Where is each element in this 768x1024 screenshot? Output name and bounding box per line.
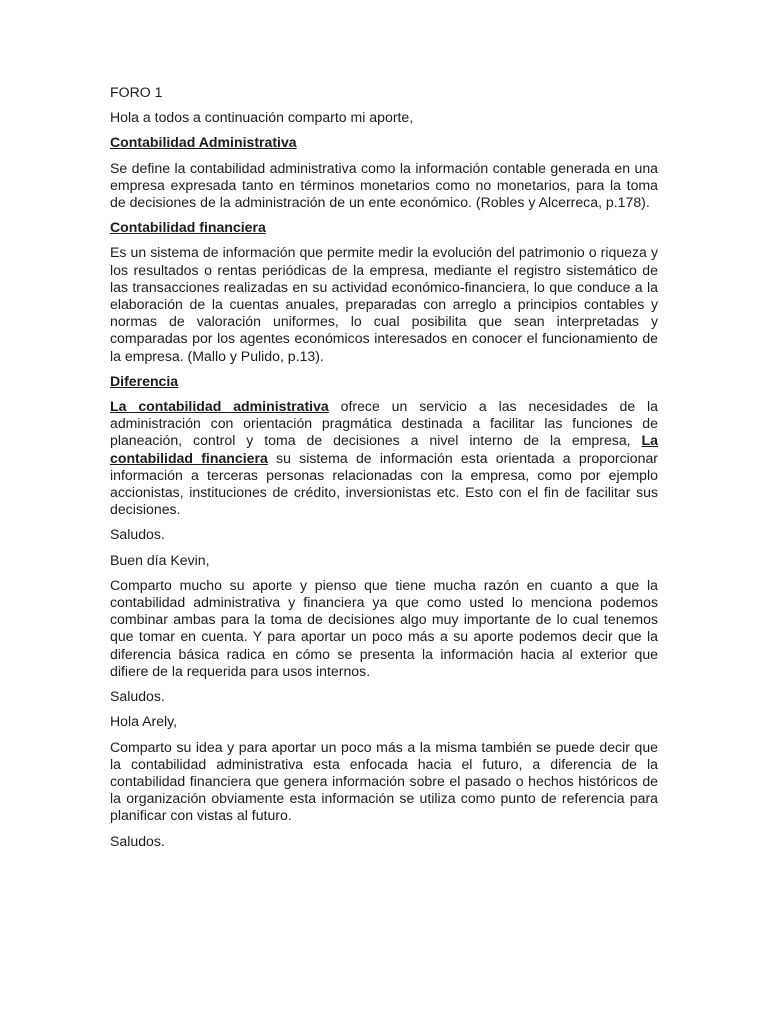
section-body-diferencia bbox=[110, 398, 658, 518]
section-heading-administrativa: Contabilidad Administrativa bbox=[110, 134, 297, 151]
section-body-administrativa: Se define la contabilidad administrativa como la información contable generada en una empresa expresada tanto en términos monetarios como no monetarios, para la toma de decisiones de la administración de un ente económico. (Robles y Alcerreca, p.178). bbox=[110, 159, 658, 211]
intro-text: Hola a todos a continuación comparto mi aporte, bbox=[110, 109, 414, 126]
reply-greeting-kevin: Buen día Kevin, bbox=[110, 551, 210, 568]
term-administrativa: La contabilidad administrativa bbox=[110, 398, 329, 415]
diferencia-text-2: su sistema de información esta orientada a proporcionar información a terceras personas relacionadas con la empresa, como por ejemplo accionistas, instituciones de crédito, inversionistas etc. Esto con el fin de facilitar sus decisiones. bbox=[110, 449, 658, 518]
section-body-financiera: Es un sistema de información que permite medir la evolución del patrimonio o riqueza y los resultados o rentas periódicas de la empresa, mediante el registro sistemático de las transacciones realizadas en su actividad económico-financiera, lo que conduce a la elaboración de la cuentas anuales, preparadas con arreglo a principios contables y normas de valoración uniformes, lo cual posibilita que sean interpretadas y comparadas por los agentes económicos interesados en conocer el funcionamiento de la empresa. (Mallo y Pulido, p.13). bbox=[110, 244, 658, 364]
section-heading-diferencia: Diferencia bbox=[110, 372, 179, 389]
reply-closing-kevin: Saludos. bbox=[110, 688, 165, 705]
document-page bbox=[110, 84, 658, 858]
reply-body-arely: Comparto su idea y para aportar un poco más a la misma también se puede decir que la contabilidad administrativa esta enfocada hacia el futuro, a diferencia de la contabilidad financiera que genera información sobre el pasado o hechos históricos de la organización obviamente esta información se utiliza como punto de referencia para planificar con vistas al futuro. bbox=[110, 738, 658, 824]
closing-text: Saludos. bbox=[110, 526, 165, 543]
reply-body-kevin: Comparto mucho su aporte y pienso que tiene mucha razón en cuanto a que la contabilidad administrativa y financiera ya que como usted lo menciona podemos combinar ambas para la toma de decisiones algo muy importante de lo cual tenemos que tomar en cuenta. Y para aportar un poco más a su aporte podemos decir que la diferencia básica radica en cómo se presenta la información hacia al exterior que difiere de la requerida para usos internos. bbox=[110, 576, 658, 679]
reply-greeting-arely: Hola Arely, bbox=[110, 713, 178, 730]
forum-title: FORO 1 bbox=[110, 84, 163, 100]
reply-closing-arely: Saludos. bbox=[110, 832, 165, 849]
term-financiera: La contabilidad financiera bbox=[110, 432, 658, 466]
section-heading-financiera: Contabilidad financiera bbox=[110, 219, 266, 236]
diferencia-text-1: ofrece un servicio a las necesidades de la administración con orientación pragmática destinada a facilitar las funciones de planeación, control y toma de decisiones a nivel interno de la empresa, bbox=[110, 398, 659, 449]
